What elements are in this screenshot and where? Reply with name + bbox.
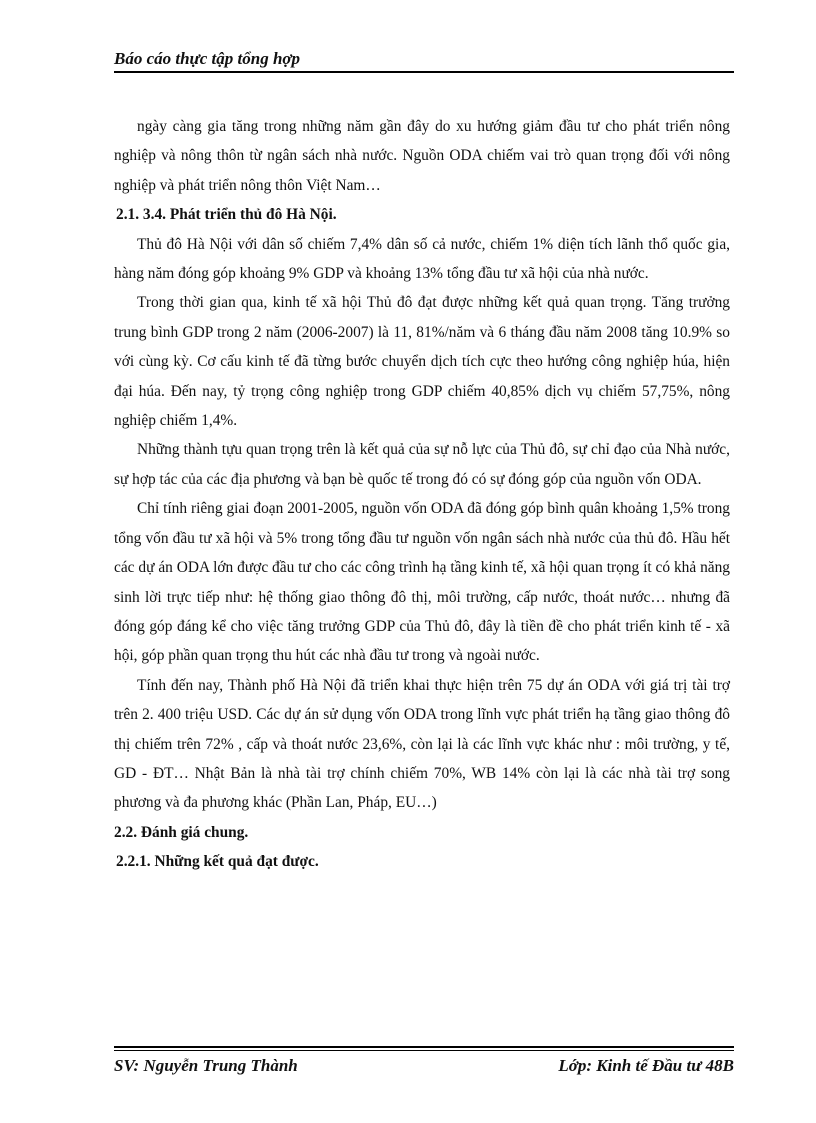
paragraph: Những thành tựu quan trọng trên là kết quả của sự nỗ lực của Thủ đô, sự chỉ đạo của Nhà nước, sự hợp tác của các địa phương và bạn bè quốc tế trong đó có sự đóng góp của nguồn vốn ODA.: [114, 441, 730, 488]
footer-divider: [114, 1046, 734, 1048]
document-body: [114, 112, 730, 877]
paragraph: Tính đến nay, Thành phố Hà Nội đã triển khai thực hiện trên 75 dự án ODA với giá trị tài trợ trên 2. 400 triệu USD. Các dự án sử dụng vốn ODA trong lĩnh vực phát triển hạ tầng giao thông đô thị chiếm trên 72% , cấp và thoát nước 23,6%, còn lại là các lĩnh vực khác như : môi trường, y tế, GD - ĐT… Nhật Bản là nhà tài trợ chính chiếm 70%, WB 14% còn lại là các nhà tài trợ song phương và đa phương khác (Phần Lan, Pháp, EU…): [114, 676, 730, 812]
section-heading: 2.2. Đánh giá chung.: [114, 823, 249, 841]
footer-class: Lớp: Kinh tế Đầu tư 48B: [558, 1056, 734, 1075]
footer-divider-thin: [114, 1050, 734, 1051]
header-divider: [114, 71, 734, 73]
paragraph: Trong thời gian qua, kinh tế xã hội Thủ đô đạt được những kết quả quan trọng. Tăng trưởng trung bình GDP trong 2 năm (2006-2007) là 11, 81%/năm và 6 tháng đầu năm 2008 tăng 10.9% so với cùng kỳ. Cơ cấu kinh tế đã từng bước chuyển dịch tích cực theo hướng công nghiệp húa, hiện đại húa. Đến nay, tỷ trọng công nghiệp trong GDP chiếm 40,85% dịch vụ chiếm 57,75%, nông nghiệp chiếm 1,4%.: [114, 294, 730, 430]
footer-student: SV: Nguyễn Trung Thành: [114, 1056, 298, 1075]
header-title: Báo cáo thực tập tổng hợp: [114, 49, 301, 68]
paragraph: ngày càng gia tăng trong những năm gần đây do xu hướng giảm đầu tư cho phát triển nông nghiệp và nông thôn từ ngân sách nhà nước. Nguồn ODA chiếm vai trò quan trọng đối với nông nghiệp và phát triển nông thôn Việt Nam…: [114, 118, 730, 194]
paragraph: Thủ đô Hà Nội với dân số chiếm 7,4% dân số cả nước, chiếm 1% diện tích lãnh thổ quốc gia, hàng năm đóng góp khoảng 9% GDP và khoảng 13% tổng đầu tư xã hội của nhà nước.: [114, 235, 730, 283]
subsection-heading: 2.2.1. Những kết quả đạt được.: [116, 853, 319, 871]
page-header: [114, 48, 734, 73]
page-footer: [114, 1046, 734, 1077]
section-heading: 2.1. 3.4. Phát triển thủ đô Hà Nội.: [116, 206, 337, 224]
paragraph: Chỉ tính riêng giai đoạn 2001-2005, nguồn vốn ODA đã đóng góp bình quân khoảng 1,5% trong tổng vốn đầu tư xã hội và 5% trong tổng đầu tư nguồn vốn ngân sách nhà nước của thủ đô. Hầu hết các dự án ODA lớn được đầu tư cho các công trình hạ tầng kinh tế, xã hội quan trọng ít có khả năng sinh lời trực tiếp như: hệ thống giao thông đô thị, môi trường, cấp nước, thoát nước… nhưng đã đóng góp đáng kể cho việc tăng trưởng GDP của Thủ đô, đây là tiền đề cho phát triển kinh tế - xã hội, góp phần quan trọng thu hút các nhà đầu tư trong và ngoài nước.: [114, 500, 730, 665]
